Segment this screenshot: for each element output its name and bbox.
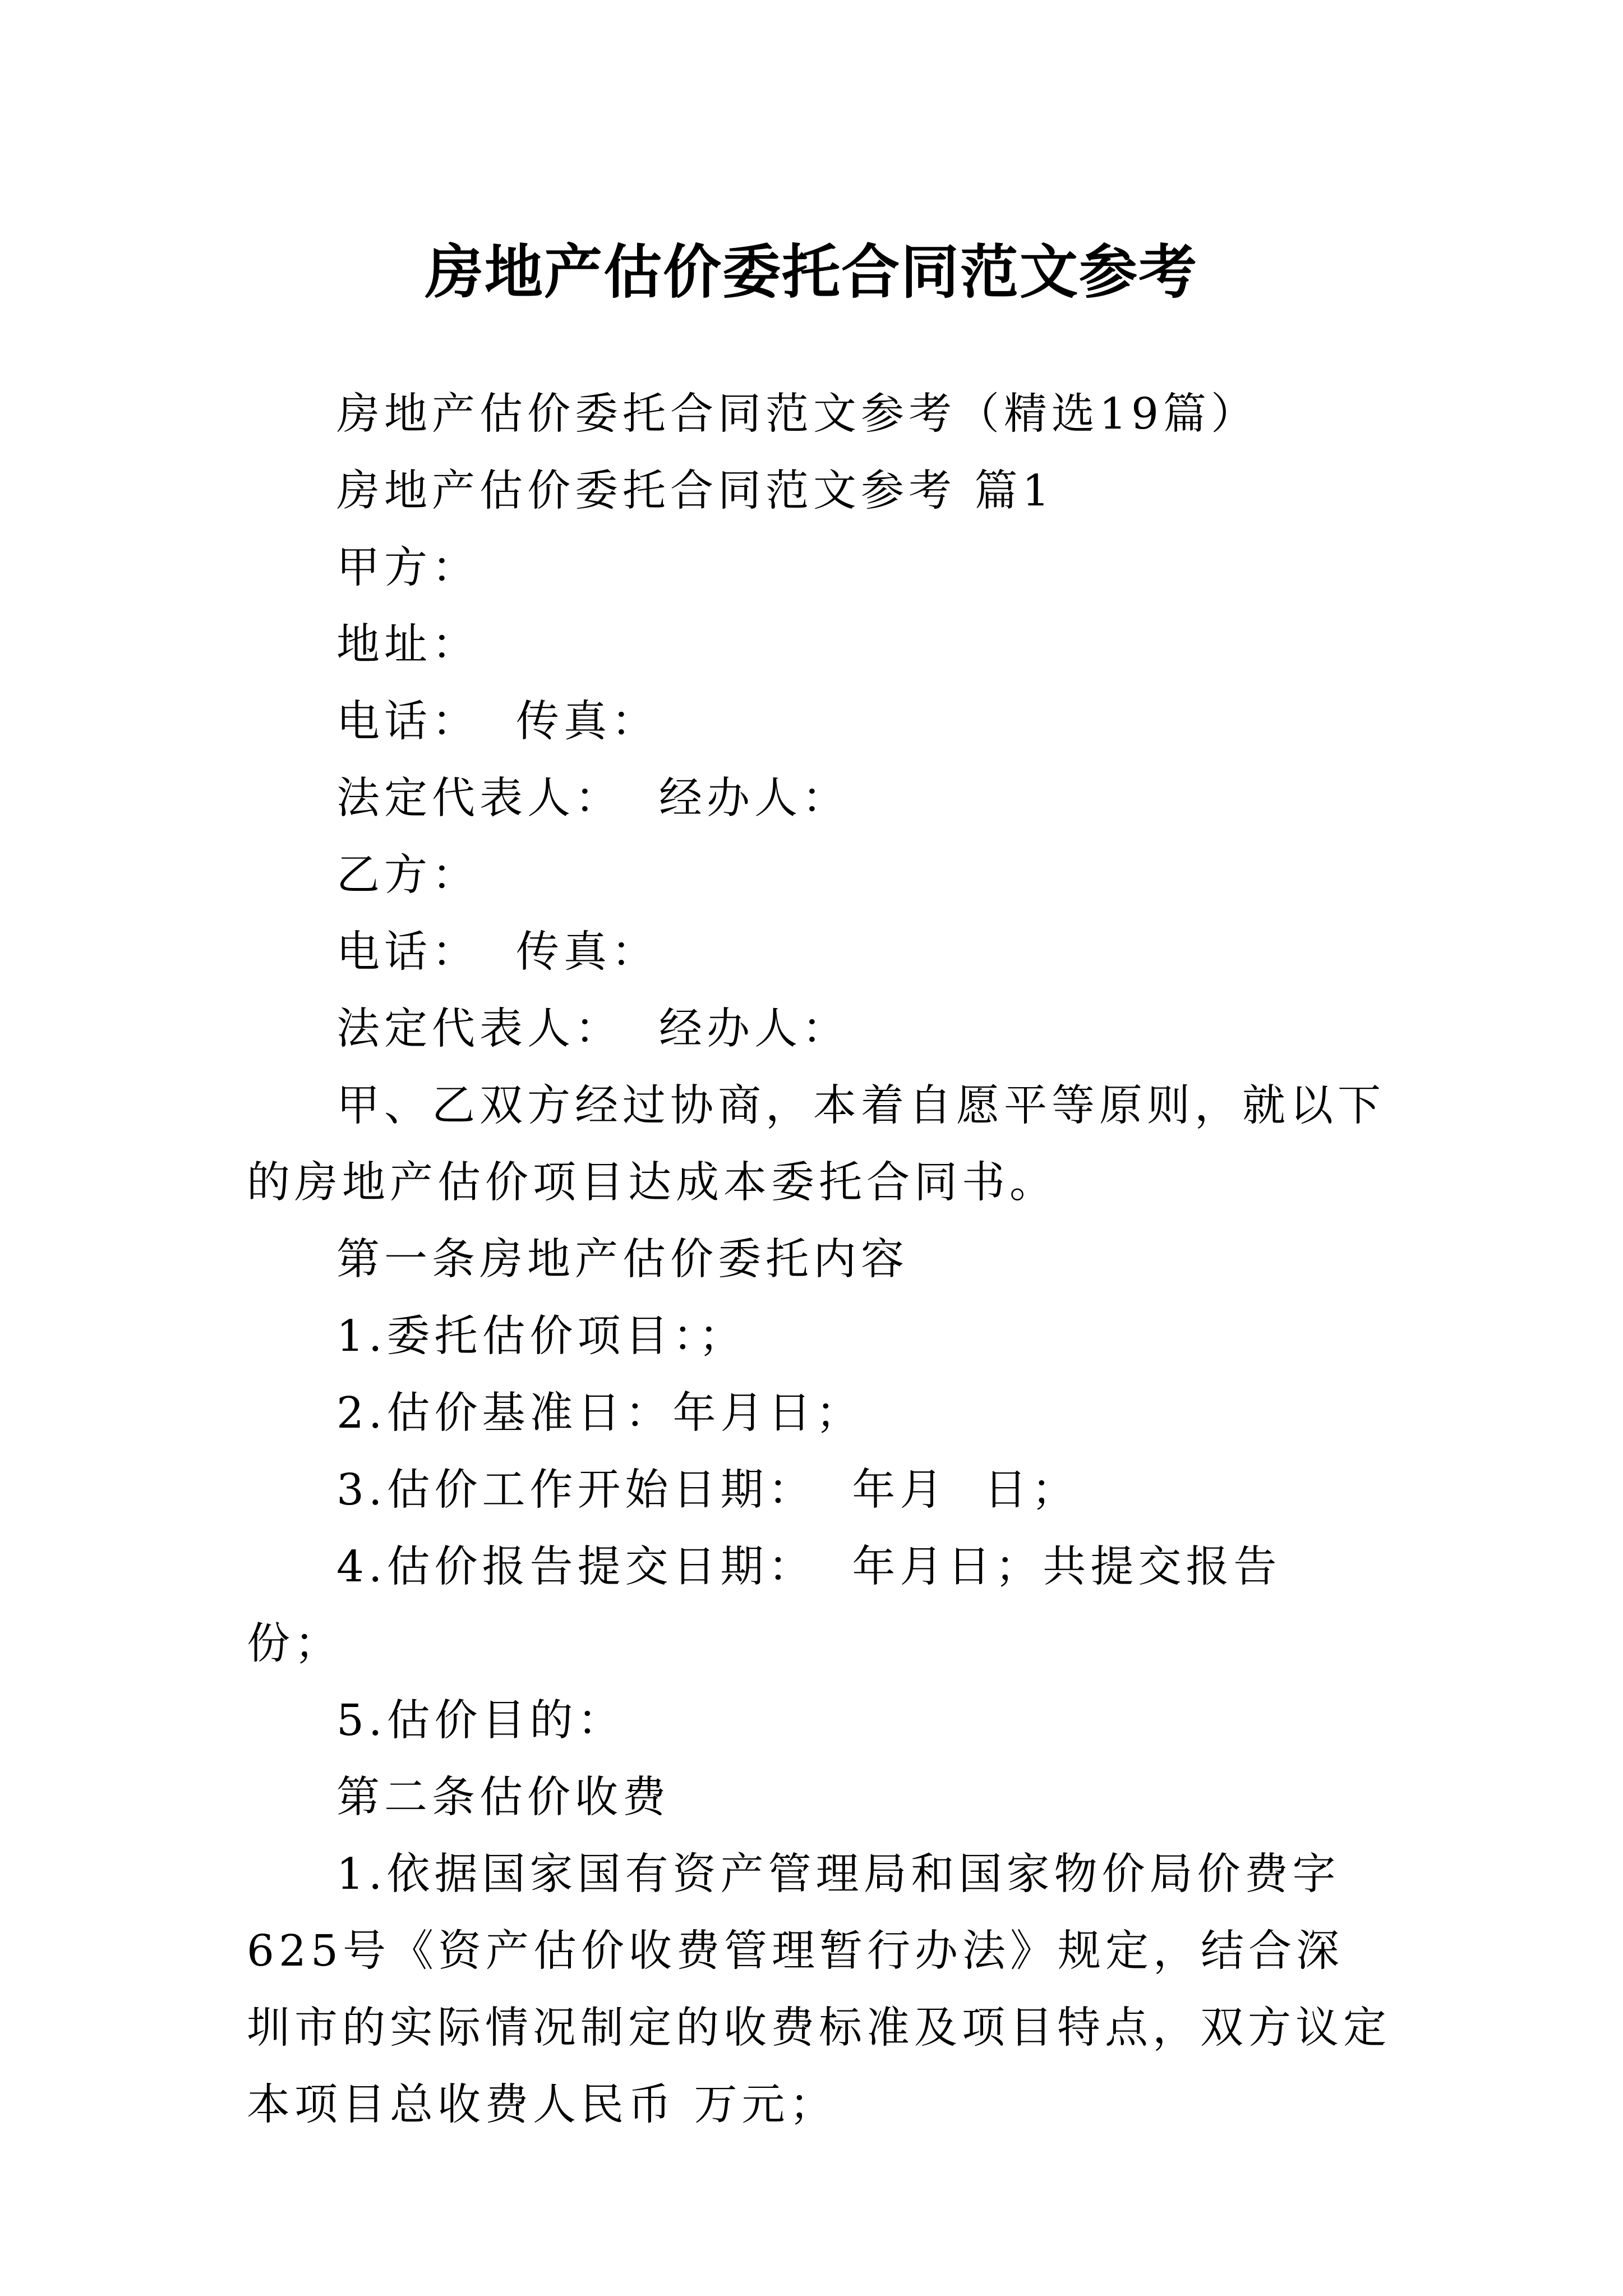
- paragraph-address: 地址：: [336, 620, 479, 670]
- paragraph-clause-2-1: 1.依据国家国有资产管理局和国家物价局价费字625号《资产估价收费管理暂行办法》规定，结合深圳市的实际情况制定的收费标准及项目特点，双方议定本项目总收费人民币 万元；: [247, 1849, 1391, 2130]
- document-title: 房地产估价委托合同范文参考: [425, 237, 1198, 306]
- paragraph-article-1-heading: 第一条房地产估价委托内容: [336, 1235, 909, 1285]
- paragraph-clause-1-3: 3.估价工作开始日期： 年月 日；: [336, 1465, 1080, 1515]
- paragraph-phone-fax-a: 电话： 传真：: [336, 697, 659, 747]
- paragraph-clause-1-5: 5.估价目的：: [336, 1696, 625, 1746]
- paragraph-clause-1-4: 4.估价报告提交日期： 年月日；共提交报告 份；: [247, 1542, 1299, 1669]
- paragraph-representative-b: 法定代表人： 经办人：: [336, 1004, 850, 1054]
- paragraph-clause-1-2: 2.估价基准日：年月日；: [336, 1388, 864, 1438]
- paragraph-clause-1-1: 1.委托估价项目：；: [336, 1312, 746, 1361]
- paragraph-preamble: 甲、乙双方经过协商，本着自愿平等原则，就以下的房地产估价项目达成本委托合同书。: [247, 1081, 1385, 1208]
- document-body: [247, 376, 1391, 2143]
- paragraph-representative-a: 法定代表人： 经办人：: [336, 774, 850, 823]
- paragraph-phone-fax-b: 电话： 传真：: [336, 927, 659, 977]
- paragraph-section-heading: 房地产估价委托合同范文参考 篇1: [336, 466, 1054, 516]
- paragraph-party-a: 甲方：: [336, 543, 479, 593]
- paragraph-article-2-heading: 第二条估价收费: [336, 1773, 670, 1823]
- paragraph-subtitle: 房地产估价委托合同范文参考（精选19篇）: [336, 389, 1258, 439]
- paragraph-party-b: 乙方：: [336, 850, 479, 900]
